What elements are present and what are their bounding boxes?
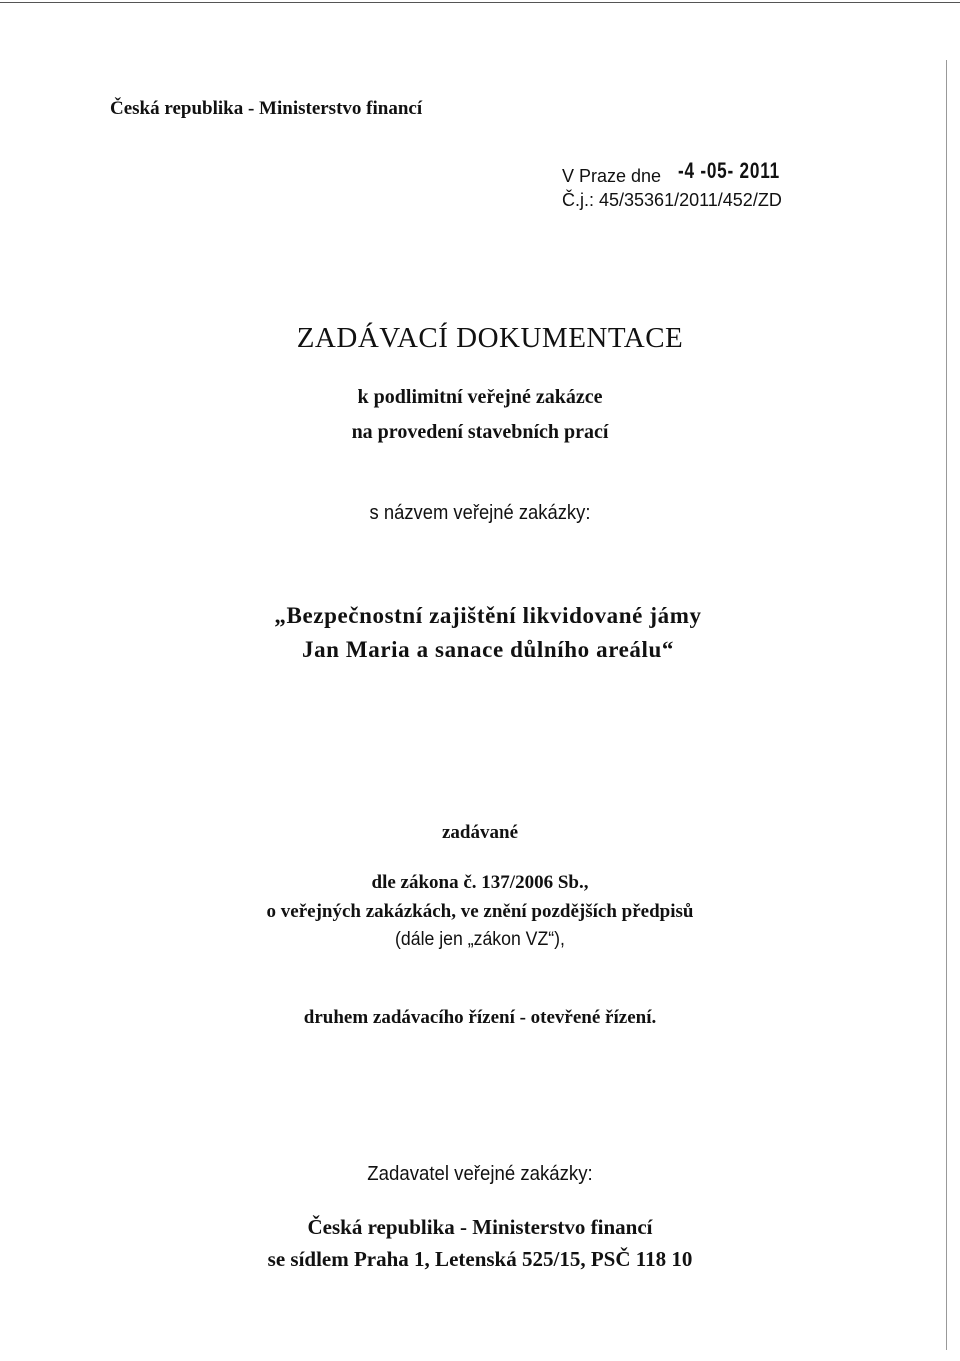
date-label: V Praze dne xyxy=(562,166,662,186)
subtitle-line-1: k podlimitní veřejné zakázce xyxy=(357,386,603,408)
subtitle-line-2: na provedení stavebních prací xyxy=(351,421,609,443)
law-reference: dle zákona č. 137/2006 Sb., xyxy=(371,872,589,893)
contract-name-line-1: „Bezpečnostní zajištění likvidované jámy xyxy=(274,603,702,628)
scan-right-border xyxy=(946,60,947,1350)
contracting-authority-address: se sídlem Praha 1, Letenská 525/15, PSČ 118 10 xyxy=(267,1247,693,1271)
document-title: ZADÁVACÍ DOKUMENTACE xyxy=(296,322,684,354)
reference-number: Č.j.: 45/35361/2011/452/ZD xyxy=(562,190,782,210)
contract-name-line-2: Jan Maria a sanace důlního areálu“ xyxy=(301,637,675,662)
law-abbreviation: (dále jen „zákon VZ“), xyxy=(395,929,565,950)
scan-top-border xyxy=(0,2,960,3)
header-organization: Česká republika - Ministerstvo financí xyxy=(110,98,423,119)
contracting-authority-name: Česká republika - Ministerstvo financí xyxy=(307,1215,653,1239)
contract-name-label: s názvem veřejné zakázky: xyxy=(369,502,591,524)
date-stamp: -4 -05- 2011 xyxy=(678,158,780,183)
procedure-type: druhem zadávacího řízení - otevřené řízení. xyxy=(303,1007,657,1028)
contracting-authority-label: Zadavatel veřejné zakázky: xyxy=(367,1163,593,1185)
awarded-label: zadávané xyxy=(442,822,518,843)
law-title: o veřejných zakázkách, ve znění pozdějších předpisů xyxy=(266,901,694,922)
